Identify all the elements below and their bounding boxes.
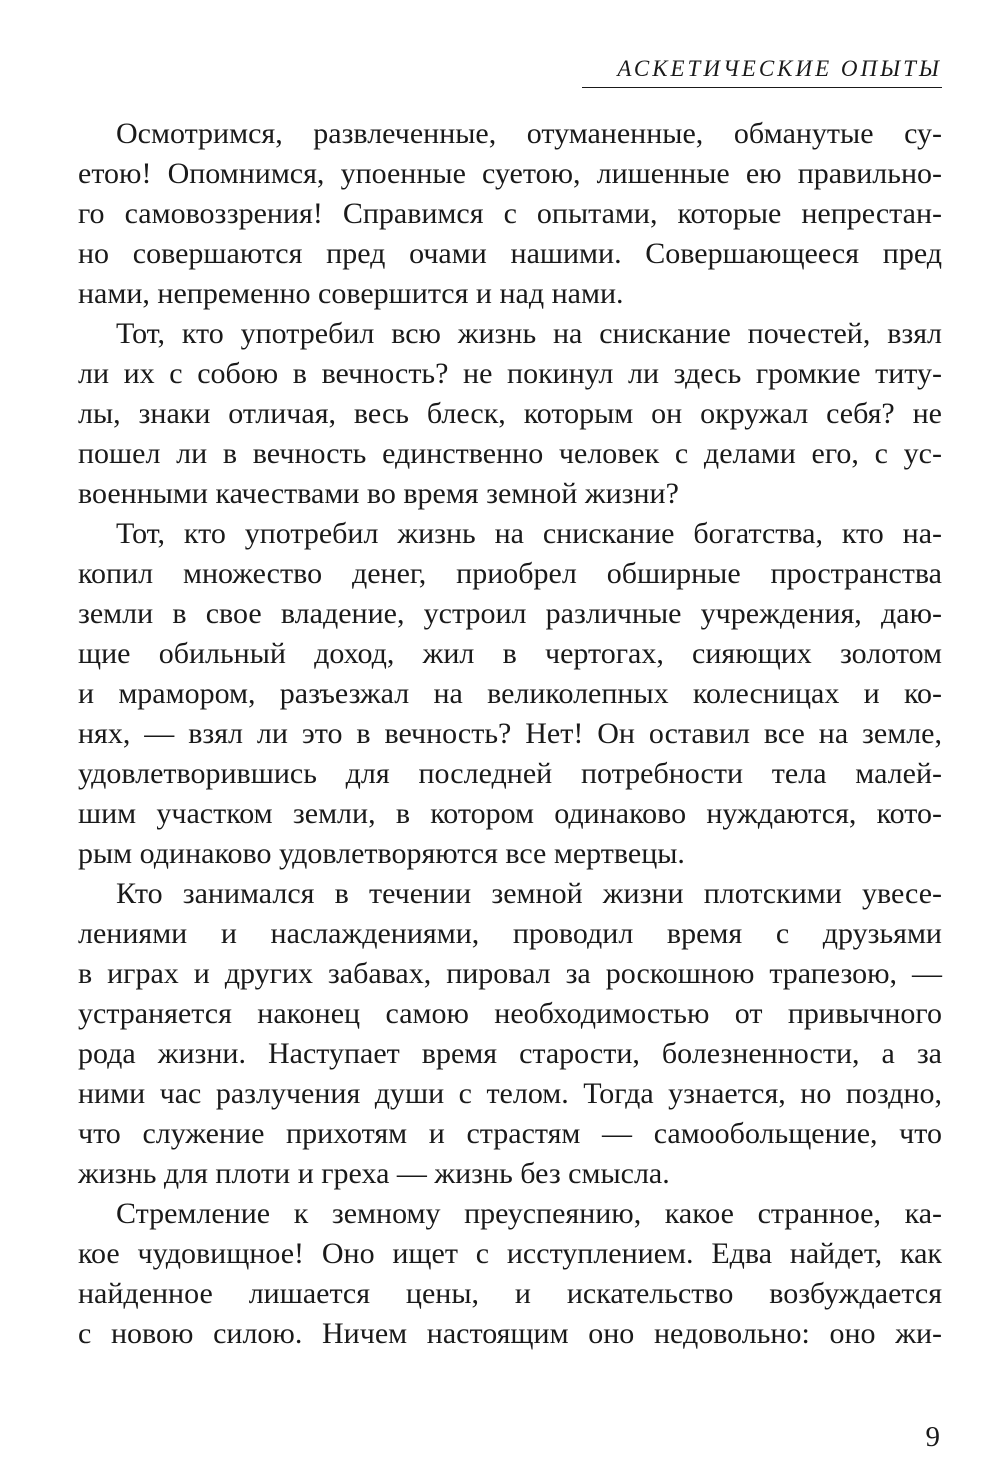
text-line: удовлетворившись для последней потребности тела малей- (78, 757, 942, 790)
text-line: Стремление к земному преуспеянию, какое странное, ка- (116, 1197, 942, 1230)
text-line: щие обильный доход, жил в чертогах, сияющих золотом (78, 637, 942, 670)
text-line: шим участком земли, в котором одинаково нуждаются, кото- (78, 797, 942, 830)
text-line: рым одинаково удовлетворяются все мертвецы. (78, 837, 685, 870)
paragraph (78, 314, 942, 514)
text-line: копил множество денег, приобрел обширные пространства (78, 557, 942, 590)
text-line: нами, непременно совершится и над нами. (78, 277, 624, 310)
text-line: го самовоззрения! Справимся с опытами, которые непрестан- (78, 197, 942, 230)
text-line: лы, знаки отличая, весь блеск, которым он окружал себя? не (78, 397, 942, 430)
text-line: жизнь для плоти и греха — жизнь без смысла. (78, 1157, 670, 1190)
text-line: найденное лишается цены, и искательство возбуждается (78, 1277, 942, 1310)
text-line: Осмотримся, развлеченные, отуманенные, обманутые су- (116, 117, 942, 150)
paragraph (78, 514, 942, 874)
text-line: что служение прихотям и страстям — самообольщение, что (78, 1117, 942, 1150)
text-line: земли в свое владение, устроил различные учреждения, даю- (78, 597, 942, 630)
text-line: рода жизни. Наступает время старости, болезненности, а за (78, 1037, 942, 1070)
text-line: ли их с собою в вечность? не покинул ли здесь громкие титу- (78, 357, 942, 390)
text-line: военными качествами во время земной жизни? (78, 477, 679, 510)
text-line: и мрамором, разъезжал на великолепных колесницах и ко- (78, 677, 942, 710)
page-number: 9 (925, 1421, 940, 1453)
text-line: в играх и других забавах, пировал за роскошною трапезою, — (78, 957, 942, 990)
text-line: лениями и наслаждениями, проводил время с друзьями (78, 917, 942, 950)
running-header: АСКЕТИЧЕСКИЕ ОПЫТЫ (582, 54, 942, 88)
paragraph (78, 1194, 942, 1354)
text-line: кое чудовищное! Оно ищет с исступлением. Едва найдет, как (78, 1237, 942, 1270)
text-line: нях, — взял ли это в вечность? Нет! Он оставил все на земле, (78, 717, 942, 750)
text-line: пошел ли в вечность единственно человек с делами его, с ус- (78, 437, 942, 470)
body-text (78, 114, 942, 1354)
paragraph (78, 114, 942, 314)
text-line: но совершаются пред очами нашими. Совершающееся пред (78, 237, 942, 270)
text-line: Тот, кто употребил всю жизнь на снискание почестей, взял (116, 317, 942, 350)
text-line: устраняется наконец самою необходимостью от привычного (78, 997, 942, 1030)
paragraph (78, 874, 942, 1194)
text-line: Кто занимался в течении земной жизни плотскими увесе- (116, 877, 942, 910)
text-line: Тот, кто употребил жизнь на снискание богатства, кто на- (116, 517, 942, 550)
text-line: етою! Опомнимся, упоенные суетою, лишенные ею правильно- (78, 157, 942, 190)
text-line: ними час разлучения души с телом. Тогда узнается, но поздно, (78, 1077, 942, 1110)
text-line: с новою силою. Ничем настоящим оно недовольно: оно жи- (78, 1317, 942, 1350)
